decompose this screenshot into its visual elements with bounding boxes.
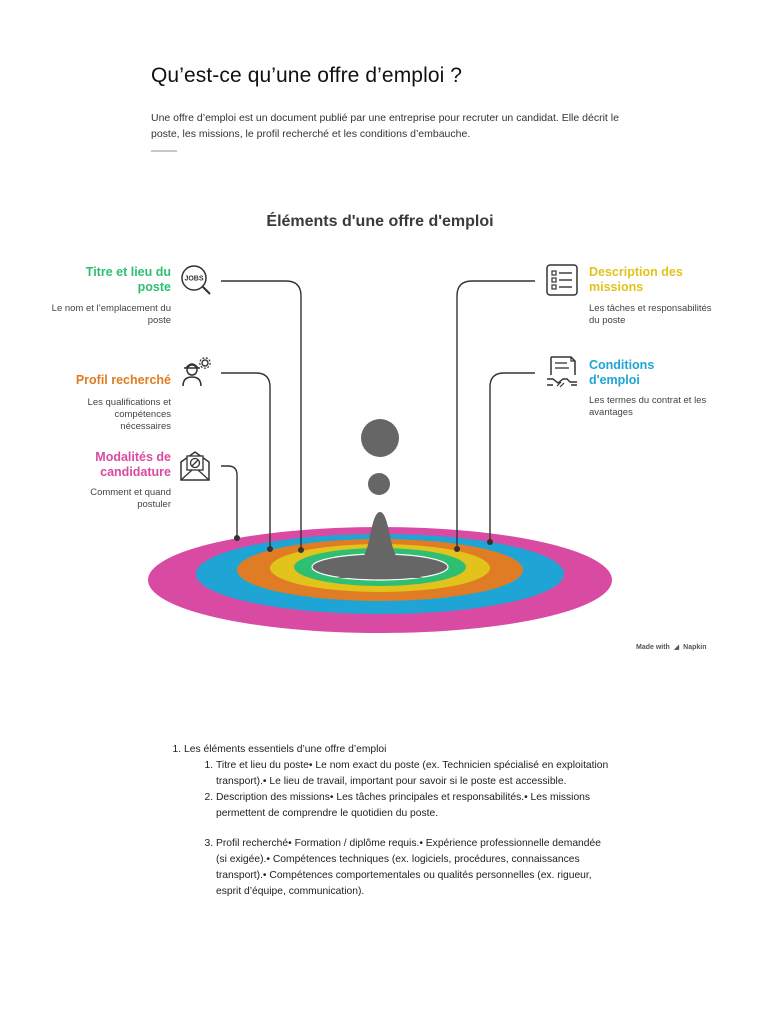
intro-paragraph: Une offre d’emploi est un document publié par une entreprise pour recruter un candidat. Elle décrit le poste, les missions, le profil recherché et les conditions d’embauche. [151, 112, 619, 140]
label-conditions: Conditions d'emploi [589, 358, 655, 387]
outline-item-profil: 3. Profil recherché• Formation / diplôme requis.• Expérience professionnelle demandée (si exigée).• Compétences techniques (ex. logiciels, procédures, connaissances transport).• Compétences comportementales ou qualités personnelles (ex. rigueur, esprit d’équipe, communication). [216, 836, 614, 900]
connector-profil [221, 373, 270, 549]
desc-modalites: Comment et quand postuler [90, 487, 171, 510]
made-with-napkin [636, 643, 706, 651]
label-profil: Profil recherché [75, 373, 171, 387]
envelope-blocked-icon [178, 448, 212, 482]
connector-dot-missions [454, 546, 460, 552]
connector-missions [457, 281, 535, 549]
napkin-brand: Napkin [683, 644, 707, 651]
napkin-logo-icon: ◢ [673, 644, 680, 651]
outline-item-missions: 2. Description des missions• Les tâches principales et responsabilités.• Les missions permettent de comprendre le quotidien du poste. [216, 790, 614, 822]
desc-missions: Les tâches et responsabilités du poste [589, 303, 712, 326]
jobs-magnifier-icon [178, 263, 212, 297]
connector-conditions [490, 373, 535, 542]
connector-dot-profil [267, 546, 273, 552]
droplet-small [368, 473, 390, 495]
connector-dot-modalites [234, 535, 240, 541]
contract-handshake-icon [545, 355, 579, 389]
connector-dot-titre [298, 547, 304, 553]
connector-modalites [221, 466, 237, 538]
outline-heading: Les éléments essentiels d’une offre d’emploi [184, 744, 387, 755]
svg-text:JOBS: JOBS [184, 275, 204, 283]
outline-heading-item [184, 742, 614, 900]
page-title: Qu’est-ce qu’une offre d’emploi ? [151, 64, 463, 87]
desc-conditions: Les termes du contrat et les avantages [589, 395, 707, 418]
outline-item-titre: 1. Titre et lieu du poste• Le nom exact du poste (ex. Technicien spécialisé en exploitation transport).• Le lieu de travail, important pour savoir si le poste est accessible. [216, 758, 614, 790]
worker-gear-icon [178, 355, 212, 389]
droplet-large [361, 419, 399, 457]
connector-dot-conditions [487, 539, 493, 545]
outline-list [174, 742, 614, 900]
desc-profil: Les qualifications et compétences nécessaires [87, 397, 171, 432]
checklist-icon [545, 263, 579, 297]
made-with-label: Made with [636, 644, 670, 651]
connector-titre [221, 281, 301, 550]
diagram-title: Éléments d'une offre d'emploi [266, 213, 494, 230]
label-modalites: Modalités de candidature [95, 450, 171, 479]
label-titre-lieu: Titre et lieu du poste [85, 265, 171, 294]
label-missions: Description des missions [589, 265, 683, 294]
desc-titre-lieu: Le nom et l’emplacement du poste [51, 303, 171, 326]
